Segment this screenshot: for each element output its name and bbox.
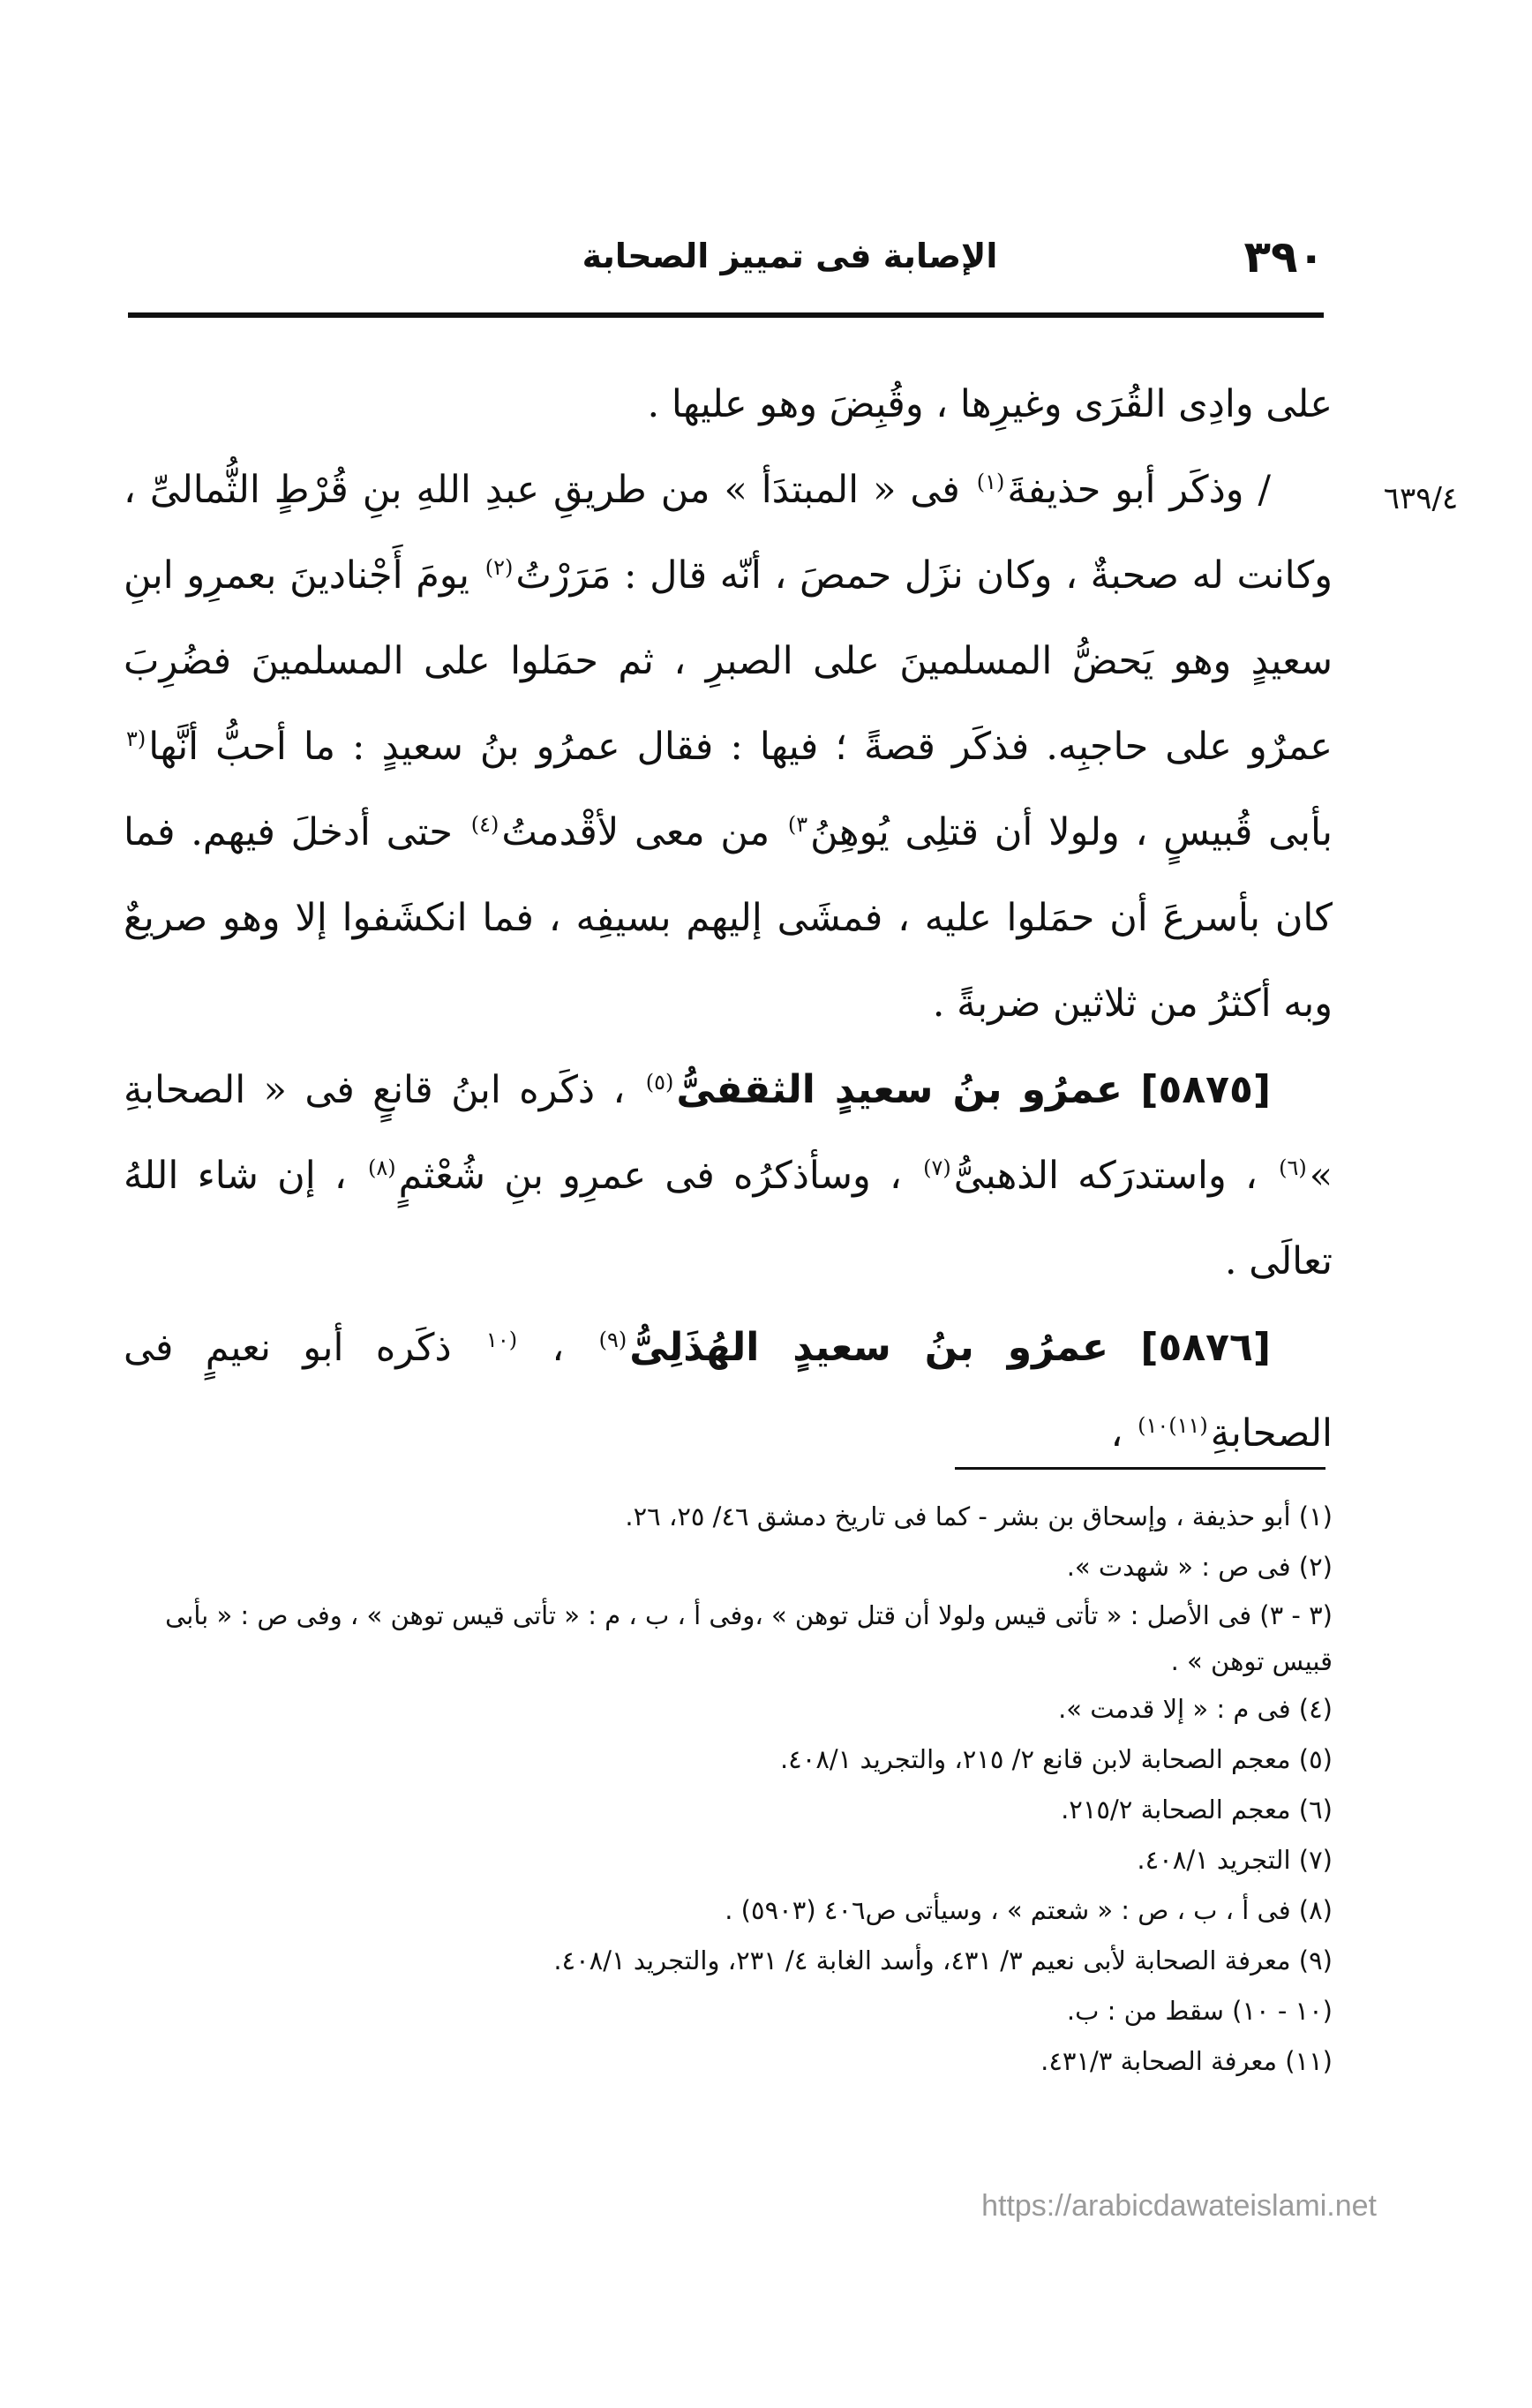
page-number: ٣٩٠ bbox=[1243, 231, 1325, 282]
paragraph bbox=[124, 448, 1333, 1047]
header-rule bbox=[128, 312, 1324, 318]
entry-number: [٥٨٧٦] bbox=[1140, 1325, 1271, 1370]
text-run: فى « المبتدَأ » من طريقِ عبدِ اللهِ بنِ قُرْطٍ الثُّمالىِّ ، وكانت له صحبةٌ ، وكان نزَل حمصَ ، أنّه قال : مَرَرْتُ bbox=[124, 468, 1333, 598]
footnote-ref: (٩) bbox=[598, 1327, 627, 1352]
page-header bbox=[128, 231, 1325, 293]
text-run: ، واستدرَكه الذهبىُّ bbox=[953, 1154, 1277, 1198]
watermark-url: https://arabicdawateislami.net bbox=[981, 2189, 1377, 2223]
text-run: / وذكَر أبو حذيفةَ bbox=[1007, 468, 1271, 512]
paragraph: على وادِى القُرَى وغيرِها ، وقُبِضَ وهو عليها . bbox=[647, 382, 1333, 426]
footnote: (٧) التجريد ٤٠٨/١. bbox=[1137, 1845, 1333, 1875]
footnote: (١٠ - ١٠) سقط من : ب. bbox=[1066, 1996, 1333, 2026]
footnote-ref: (٦) bbox=[1279, 1155, 1307, 1180]
entry-number: [٥٨٧٥] bbox=[1140, 1067, 1271, 1112]
text-run: ، ذكَره ابنُ قانعٍ فى « الصحابةِ » bbox=[124, 1068, 1333, 1198]
footnote: (٢) فى ص : « شهدت ». bbox=[1066, 1552, 1333, 1582]
footnote: (٩) معرفة الصحابة لأبى نعيم ٣/ ٤٣١، وأسد الغابة ٤/ ٢٣١، والتجريد ٤٠٨/١. bbox=[553, 1945, 1333, 1975]
footnote: (١١) معرفة الصحابة ٤٣١/٣. bbox=[1040, 2046, 1333, 2076]
text-run: يومَ أَجْنادينَ بعمرِو ابنِ سعيدٍ وهو يَحضُّ المسلمينَ على الصبرِ ، ثم حمَلوا على المسلمينَ فضُرِبَ عمرٌو على حاجبِه. فذكَر قصةً ؛ فيها : فقال عمرُو بنُ سعيدٍ : ما أحبُّ أنَّها bbox=[124, 553, 1333, 769]
footnote-ref: (٢) bbox=[484, 554, 514, 580]
text-run: بأبى قُبيسٍ ، ولولا أن قتلِى يُوهِنُ bbox=[810, 810, 1333, 854]
entry-name: عمرُو بنُ سعيدٍ الثقفىُّ bbox=[676, 1067, 1123, 1112]
footnote: (٥) معجم الصحابة لابن قانع ٢/ ٢١٥، والتجريد ٤٠٨/١. bbox=[779, 1744, 1333, 1774]
footnote-ref: ٣) bbox=[787, 811, 808, 837]
footnote-ref: (٥) bbox=[645, 1069, 674, 1095]
margin-volume-page-note: ٦٣٩/٤ bbox=[1383, 481, 1459, 516]
entry-5875 bbox=[124, 1047, 1333, 1305]
main-text bbox=[124, 362, 1333, 1477]
footnote: (٤) فى م : « إلا قدمت ». bbox=[1058, 1694, 1333, 1724]
footnote-ref: (١) bbox=[976, 469, 1005, 494]
footnote: (٦) معجم الصحابة ٢١٥/٢. bbox=[1061, 1795, 1333, 1825]
footnote-ref: (٧) bbox=[923, 1155, 951, 1180]
footnote-ref: (٤) bbox=[470, 811, 499, 837]
footnote: (١) أبو حذيفة ، وإسحاق بن بشر - كما فى تاريخ دمشق ٤٦/ ٢٥، ٢٦. bbox=[625, 1501, 1333, 1531]
text-run: ، إن شاء اللهُ تعالَى . bbox=[124, 1154, 1333, 1283]
text-run: حتى أدخلَ فيهم. فما كان بأسرعَ أن حمَلوا عليه ، فمشَى إليهم بسيفِه ، فما انكشَفوا إلا وهو صريعٌ وبه أكثرُ من ثلاثين ضربةً . bbox=[124, 810, 1333, 1026]
footnote-ref: (٨) bbox=[368, 1155, 396, 1180]
text-run: ، وسأذكرُه فى عمرِو بنِ شُعْثمٍ bbox=[398, 1154, 921, 1198]
footnote-ref: (١٠ bbox=[485, 1327, 518, 1352]
footnote: (٣ - ٣) فى الأصل : « تأتى قيس ولولا أن قتل توهن » ،وفى أ ، ب ، م : « تأتى قيس توهن » ، وفى ص : « بأبى قبيس توهن » . bbox=[165, 1600, 1333, 1676]
footnote: (٨) فى أ ، ب ، ص : « شعتم » ، وسيأتى ص٤٠٦ (٥٩٠٣) . bbox=[725, 1895, 1333, 1925]
text-run: ، bbox=[1110, 1411, 1136, 1456]
text-run: من معى لأقْدمتُ bbox=[501, 810, 785, 854]
footnotes bbox=[124, 1492, 1333, 2087]
text-run: ، bbox=[520, 1326, 597, 1370]
footnote-ref: (١١)١٠) bbox=[1138, 1412, 1208, 1438]
running-title: الإصابة فى تمييز الصحابة bbox=[582, 237, 998, 275]
footnote-separator bbox=[955, 1467, 1325, 1470]
entry-5876 bbox=[124, 1305, 1333, 1477]
footnote-ref: (٣ bbox=[126, 726, 146, 751]
entry-name: عمرُو بنُ سعيدٍ الهُذَلِىُّ bbox=[629, 1325, 1109, 1370]
text-run: ذكَره أبو نعيمٍ فى الصحابةِ bbox=[124, 1326, 1333, 1456]
